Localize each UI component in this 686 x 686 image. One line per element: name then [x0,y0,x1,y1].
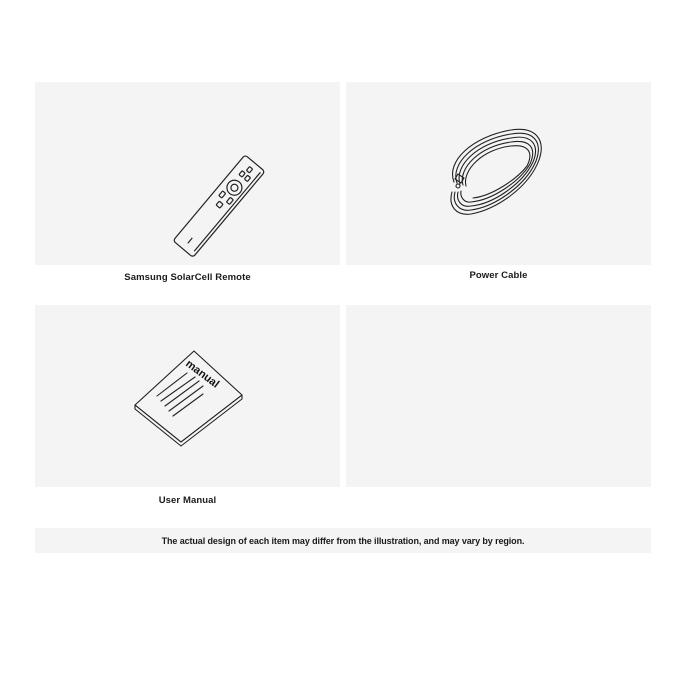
item-tile-empty [346,305,651,487]
remote-icon [35,82,340,265]
caption-manual: User Manual [158,495,217,506]
manual-icon [35,305,340,487]
caption-remote: Samsung SolarCell Remote [124,272,251,283]
item-tile-power-cable [346,82,651,265]
caption-power-cable: Power Cable [469,270,528,281]
manual-cover-text: manual [183,357,222,391]
disclaimer-notice: The actual design of each item may differ from the illustration, and may vary by region. [35,528,651,553]
item-tile-manual [35,305,340,487]
item-tile-remote [35,82,340,265]
power-cable-icon [346,82,651,265]
